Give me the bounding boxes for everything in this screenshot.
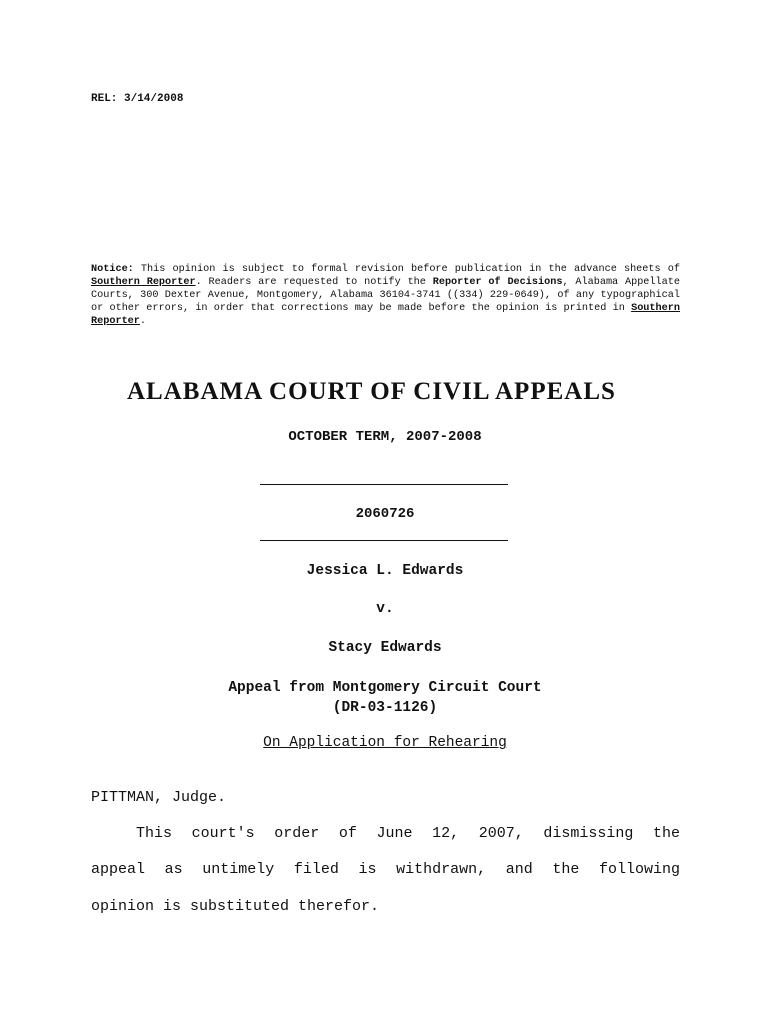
appellee-name: Stacy Edwards [328, 640, 442, 656]
appellant-name: Jessica L. Edwards [306, 563, 464, 579]
notice-text: . Readers are requested to notify the [195, 276, 433, 288]
court-name: ALABAMA COURT OF CIVIL APPEALS [127, 378, 616, 405]
appeal-court: Appeal from Montgomery Circuit Court [228, 680, 542, 696]
opinion-line: appeal as untimely filed is withdrawn, and the following [91, 861, 680, 878]
divider [260, 540, 508, 541]
procedural-posture: On Application for Rehearing [263, 735, 507, 751]
docket-number: 2060726 [355, 506, 415, 522]
opinion-author: PITTMAN, Judge. [91, 789, 227, 806]
opinion-line: opinion is substituted therefor. [91, 898, 380, 915]
appeal-origin [0, 678, 770, 718]
versus: v. [376, 601, 394, 617]
southern-reporter-ref: Southern Reporter [91, 276, 196, 288]
notice-label: Notice: [91, 264, 134, 275]
divider [260, 484, 508, 485]
court-term: OCTOBER TERM, 2007-2008 [288, 429, 482, 445]
case-number: (DR-03-1126) [332, 700, 438, 716]
southern-reporter-ref: Southern Reporter [91, 302, 680, 327]
opinion-line: This court's order of June 12, 2007, dismissing the [136, 825, 680, 842]
release-date: REL: 3/14/2008 [91, 93, 184, 105]
notice-text: This opinion is subject to formal revision before publication in the advance sheets of [133, 264, 680, 275]
publication-notice [91, 264, 680, 329]
reporter-of-decisions: Reporter of Decisions [432, 276, 563, 288]
notice-text: . [139, 315, 147, 327]
notice-text: , Alabama Appellate Courts, 300 Dexter Avenue, Montgomery, Alabama 36104-3741 ((334) 229-0649), of any typographical or other errors, in order that corrections may be made before the opinion is printed in [91, 276, 680, 314]
